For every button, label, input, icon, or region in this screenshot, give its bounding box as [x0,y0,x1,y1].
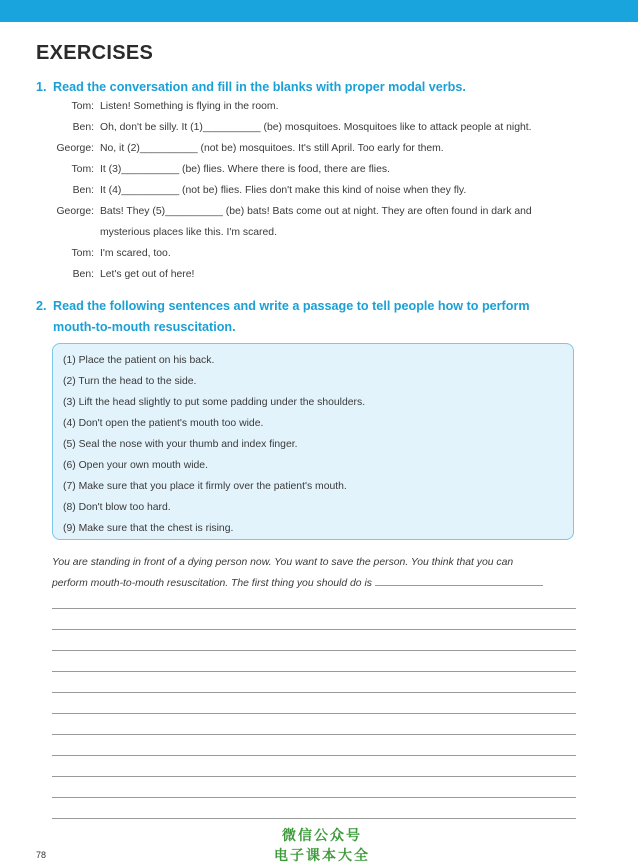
line-text: Let's get out of here! [100,269,195,280]
dialogue-line [36,159,596,180]
line-text: No, it (2)__________ (not be) mosquitoes. It's still April. Too early for them. [100,143,444,154]
line-text: Listen! Something is flying in the room. [100,101,279,112]
speaker: Tom: [71,164,94,175]
writing-line[interactable] [52,755,576,756]
conversation [36,96,596,285]
dialogue-line [36,243,596,264]
step-item: (1) Place the patient on his back. [63,355,215,366]
writing-line[interactable] [52,776,576,777]
speaker: Tom: [71,101,94,112]
line-text: mysterious places like this. I'm scared. [100,227,277,238]
writing-line[interactable] [52,629,576,630]
question-2-number: 2. [36,299,47,313]
step-item: (4) Don't open the patient's mouth too wide. [63,418,264,429]
step-item: (8) Don't blow too hard. [63,502,171,513]
question-1-number: 1. [36,80,47,94]
watermark-line-2: 电子课本大全 [274,848,370,864]
speaker: Ben: [72,185,94,196]
question-1-heading [36,77,584,98]
speaker [36,222,100,243]
speaker: Ben: [72,269,94,280]
writing-line[interactable] [52,797,576,798]
line-text: It (3)__________ (be) flies. Where there is food, there are flies. [100,164,390,175]
speaker: George: [56,206,94,217]
dialogue-line [36,201,596,222]
line-text: I'm scared, too. [100,248,171,259]
step-item: (6) Open your own mouth wide. [63,460,208,471]
page-number: 78 [36,850,47,860]
top-color-band [0,0,638,22]
question-2-text-line1: Read the following sentences and write a passage to tell people how to perform [53,299,530,313]
writing-line[interactable] [52,818,576,819]
steps-box [52,343,574,540]
dialogue-line [36,96,596,117]
line-text: It (4)__________ (not be) flies. Flies don't make this kind of noise when they fly. [100,185,467,196]
writing-line[interactable] [52,650,576,651]
step-item: (2) Turn the head to the side. [63,376,197,387]
writing-line[interactable] [52,713,576,714]
speaker: Ben: [72,122,94,133]
step-item: (5) Seal the nose with your thumb and index finger. [63,439,298,450]
question-2-heading [36,296,584,338]
dialogue-line [36,117,596,138]
line-text: Bats! They (5)__________ (be) bats! Bats come out at night. They are often found in dark and [100,206,532,217]
watermark [262,826,382,866]
line-text: Oh, don't be silly. It (1)__________ (be) mosquitoes. Mosquitoes like to attack people at night. [100,122,532,133]
step-item: (7) Make sure that you place it firmly over the patient's mouth. [63,481,347,492]
writing-line[interactable] [52,734,576,735]
writing-prompt [52,552,576,594]
step-item: (3) Lift the head slightly to put some padding under the shoulders. [63,397,366,408]
prompt-line-1: You are standing in front of a dying person now. You want to save the person. You think that you can [52,557,514,568]
watermark-line-1: 微信公众号 [282,828,362,844]
writing-line[interactable] [52,671,576,672]
dialogue-line [36,222,596,243]
prompt-line-2 [52,573,576,594]
question-1-text: Read the conversation and fill in the blanks with proper modal verbs. [53,80,466,94]
answer-blank[interactable] [375,573,543,586]
dialogue-line [36,138,596,159]
question-2-text-line2: mouth-to-mouth resuscitation. [53,320,236,334]
dialogue-line [36,264,596,285]
prompt-line-2-text: perform mouth-to-mouth resuscitation. The first thing you should do is [52,578,372,589]
step-item: (9) Make sure that the chest is rising. [63,523,234,534]
dialogue-line [36,180,596,201]
writing-line[interactable] [52,692,576,693]
speaker: George: [56,143,94,154]
speaker: Tom: [71,248,94,259]
writing-line[interactable] [52,608,576,609]
page-title: EXERCISES [36,42,154,64]
